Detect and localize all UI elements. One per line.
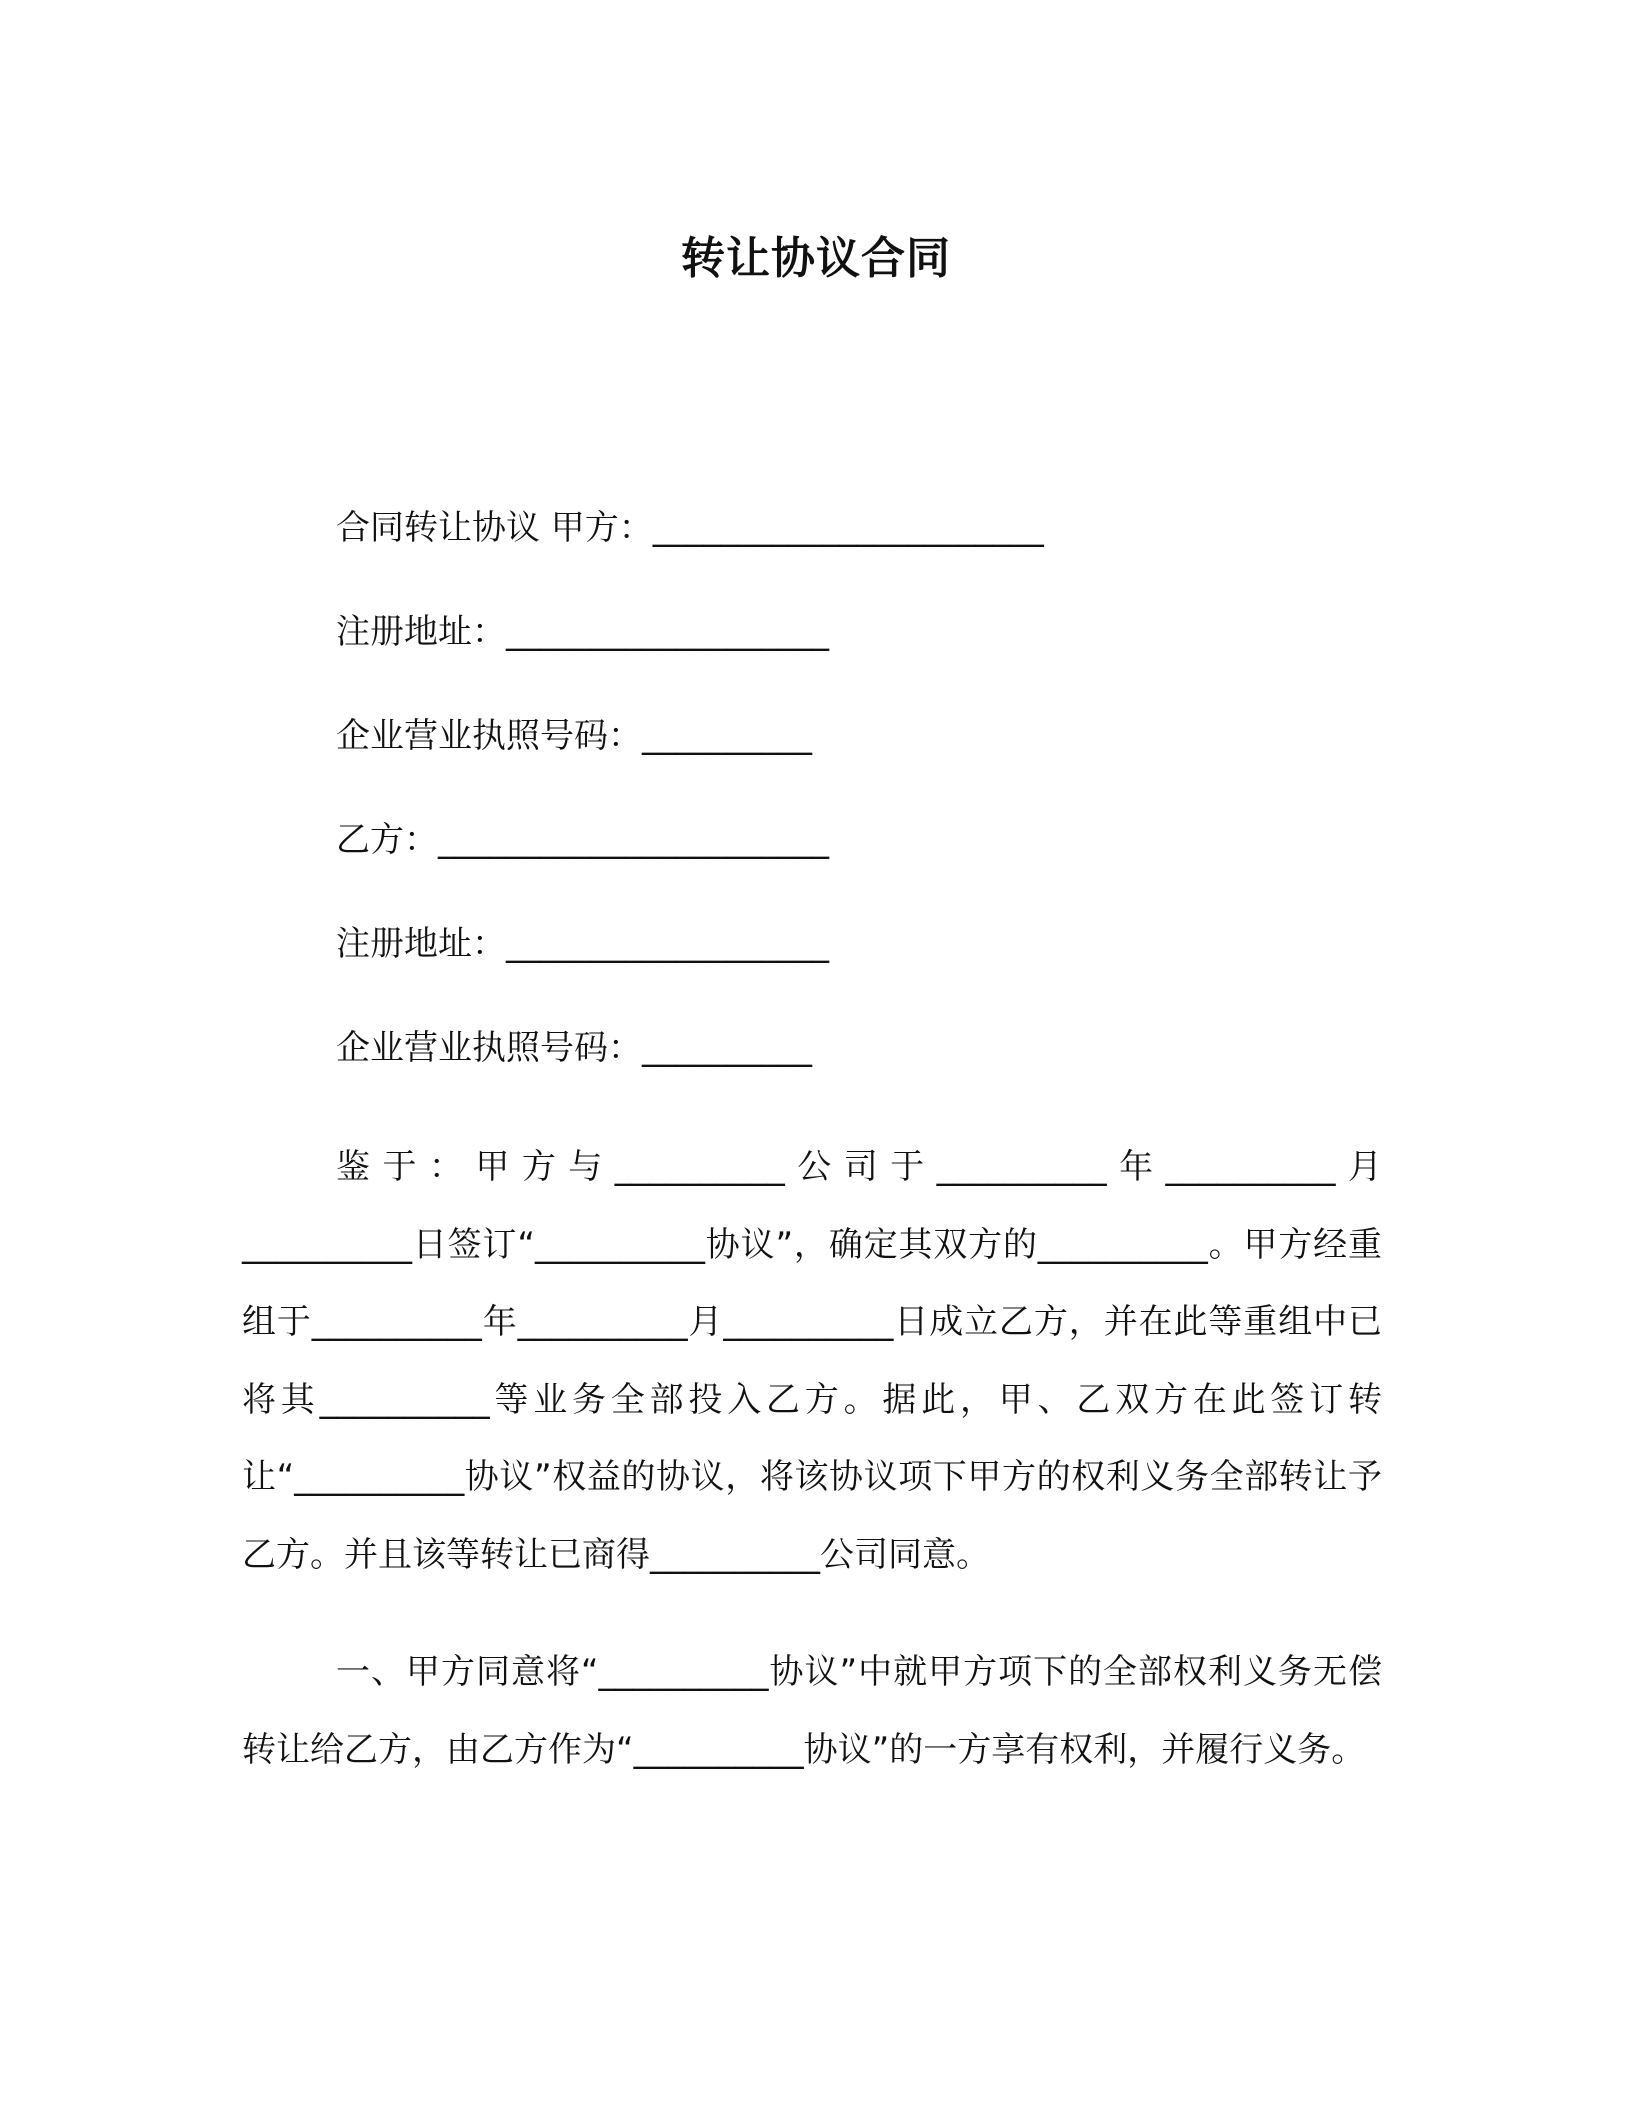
recital-paragraph: 鉴于：甲方与__________公司于__________年__________月__________日签订“__________协议”，确定其双方的__________。甲方经重组于__________年__________月__________日成立乙方，并在此等重组中已将其__________等业务全部投入乙方。据此，甲、乙双方在此签订转让“__________协议”权益的协议，将该协议项下甲方的权利义务全部转让予乙方。并且该等转让已商得__________公司同意。 [242,1147,1382,1575]
party-b-license-field: 企业营业执照号码：__________ [336,1028,812,1068]
party-a-license-field: 企业营业执照号码：__________ [336,716,812,756]
party-a-address-field: 注册地址：___________________ [336,612,829,652]
document-title: 转让协议合同 [681,233,951,284]
clause-one-paragraph: 一、甲方同意将“__________协议”中就甲方项下的全部权利义务无偿转让给乙方，由乙方作为“__________协议”的一方享有权利，并履行义务。 [242,1652,1382,1770]
party-b-address-field: 注册地址：___________________ [336,924,829,964]
document-body [242,495,1382,1789]
party-a-name-field: 合同转让协议 甲方：_______________________ [336,508,1044,548]
party-b-name-field: 乙方：_______________________ [336,820,829,860]
